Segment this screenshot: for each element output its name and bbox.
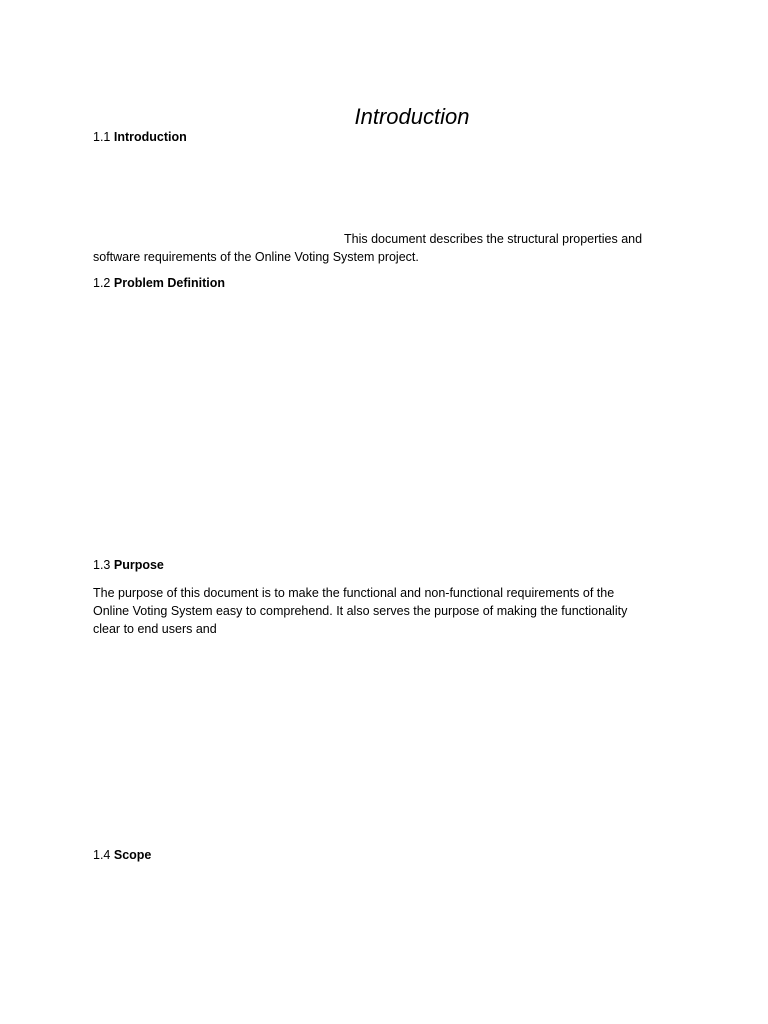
paragraph-line: The purpose of this document is to make the functional and non-functional requirements of the [93, 586, 615, 600]
section-title: Purpose [113, 558, 164, 572]
section-number: 1.4 [93, 848, 111, 862]
section-heading-problem-definition [93, 275, 225, 292]
section-number: 1.3 [93, 558, 111, 572]
paragraph-line: clear to end users and [93, 622, 217, 636]
section-title: Introduction [113, 130, 187, 144]
section-heading-introduction [93, 129, 187, 146]
section-title: Problem Definition [113, 276, 225, 290]
paragraph-line: This document describes the structural properties and [344, 232, 643, 246]
section-number: 1.1 [93, 130, 111, 144]
section-title: Scope [113, 848, 152, 862]
introduction-paragraph [93, 230, 663, 266]
purpose-paragraph [93, 584, 663, 638]
paragraph-line: Online Voting System easy to comprehend. It also serves the purpose of making the functionality [93, 604, 628, 618]
section-number: 1.2 [93, 276, 111, 290]
section-heading-scope [93, 847, 151, 864]
section-heading-purpose [93, 557, 164, 574]
page-title: Introduction [354, 103, 470, 129]
paragraph-line: software requirements of the Online Voting System project. [93, 250, 419, 264]
